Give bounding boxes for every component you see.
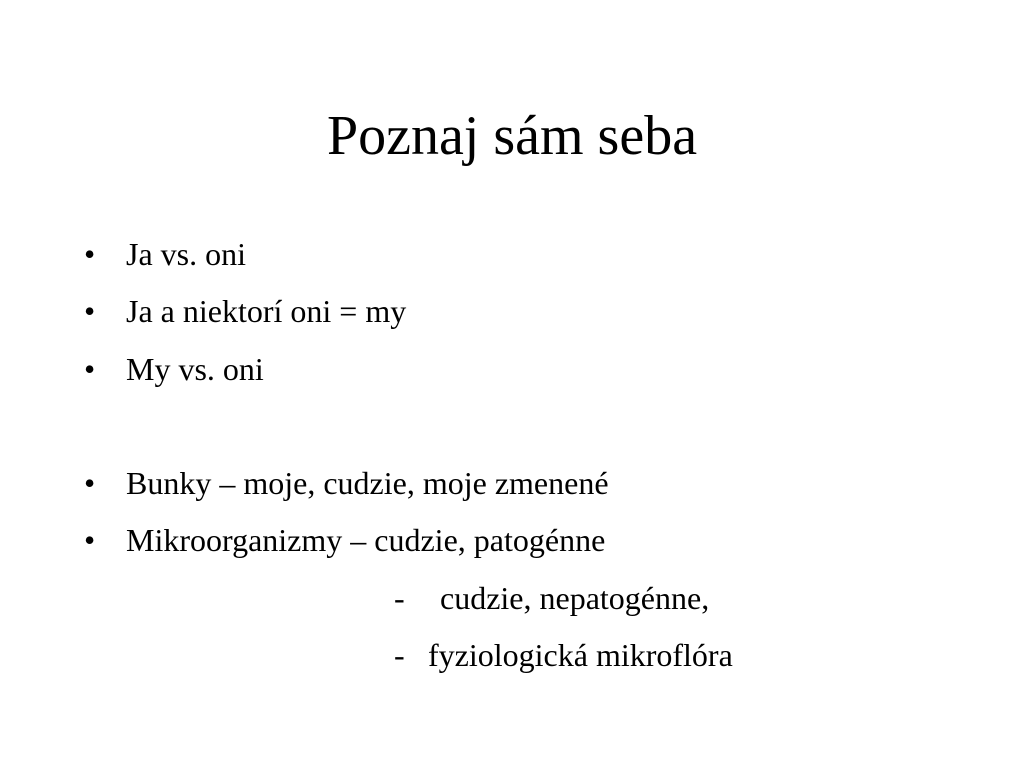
bullet-icon: • — [84, 351, 96, 387]
bullet-icon: • — [84, 465, 96, 501]
dash-icon: - — [394, 637, 405, 673]
bullet-icon: • — [84, 236, 96, 272]
bullet-text: My vs. oni — [126, 351, 264, 387]
bullet-text: Mikroorganizmy – cudzie, patogénne — [126, 522, 606, 558]
bullet-icon: • — [84, 522, 96, 558]
slide-title: Poznaj sám seba — [326, 105, 698, 167]
sub-item-text: cudzie, nepatogénne, — [440, 580, 710, 616]
bullet-icon: • — [84, 293, 96, 329]
sub-item-text: fyziologická mikroflóra — [428, 637, 733, 673]
bullet-text: Ja vs. oni — [126, 236, 246, 272]
dash-icon: - — [394, 580, 405, 616]
bullet-text: Bunky – moje, cudzie, moje zmenené — [126, 465, 609, 501]
bullet-text: Ja a niektorí oni = my — [126, 293, 407, 329]
